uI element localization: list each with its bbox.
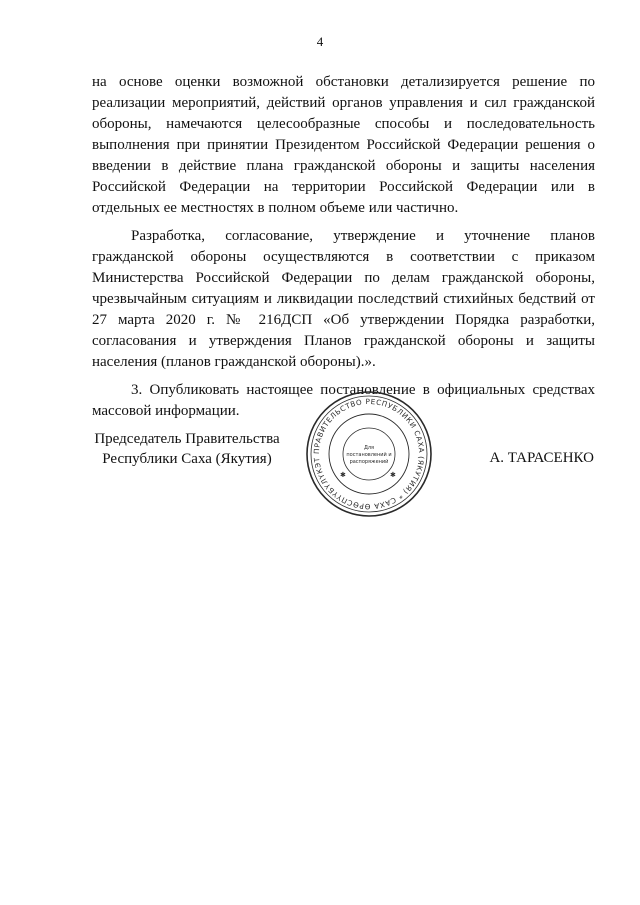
paragraph-publish: 3. Опубликовать настоящее постановление в официальных средствах массовой информации.	[92, 382, 595, 419]
signatory-title	[92, 429, 282, 469]
seal-center-text-1: Для	[363, 445, 375, 451]
seal-star-left: ✱	[340, 471, 346, 479]
seal-graphic	[304, 389, 434, 519]
signatory-title-line-1: Председатель Правительства	[94, 431, 280, 447]
seal-center-text-3: распоряжений	[349, 459, 389, 465]
document-body	[92, 72, 595, 429]
seal-center-text-2: постановлений и	[346, 452, 392, 458]
signatory-title-line-2: Республики Саха (Якутия)	[102, 451, 272, 467]
paragraph-planning: Разработка, согласование, утверждение и уточнение планов гражданской обороны осуществляются в соответствии с приказом Министерства Российской Федерации по делам гражданской обороны, чрезвычайным ситуациям и ликвидации последствий стихийных бедствий от 27 марта 2020 г. № 216ДСП «Об утверждении Порядка разработки, согласования и утверждения Планов гражданской обороны и защиты населения (планов гражданской обороны).».	[92, 228, 595, 370]
signatory-name: А. ТАРАСЕНКО	[489, 450, 594, 466]
seal-outer-text: ПРАВИТЕЛЬСТВО РЕСПУБЛИКИ САХА (ЯКУТИЯ) * САХА ӨРӨСПҮҮБҮЛҮКЭТ	[311, 396, 427, 512]
paragraph-continuation: на основе оценки возможной обстановки детализируется решение по реализации мероприятий, действий органов управления и сил гражданской обороны, намечаются целесообразные способы и последовательность выполнения при принятии Президентом Российской Федерации решения о введении в действие плана гражданской обороны и защиты населения Российской Федерации на территории Российской Федерации или в отдельных ее местностях в полном объеме или частично.	[92, 74, 595, 216]
official-seal	[304, 389, 434, 519]
page-number: 4	[316, 34, 324, 49]
seal-star-right: ✱	[390, 471, 396, 479]
